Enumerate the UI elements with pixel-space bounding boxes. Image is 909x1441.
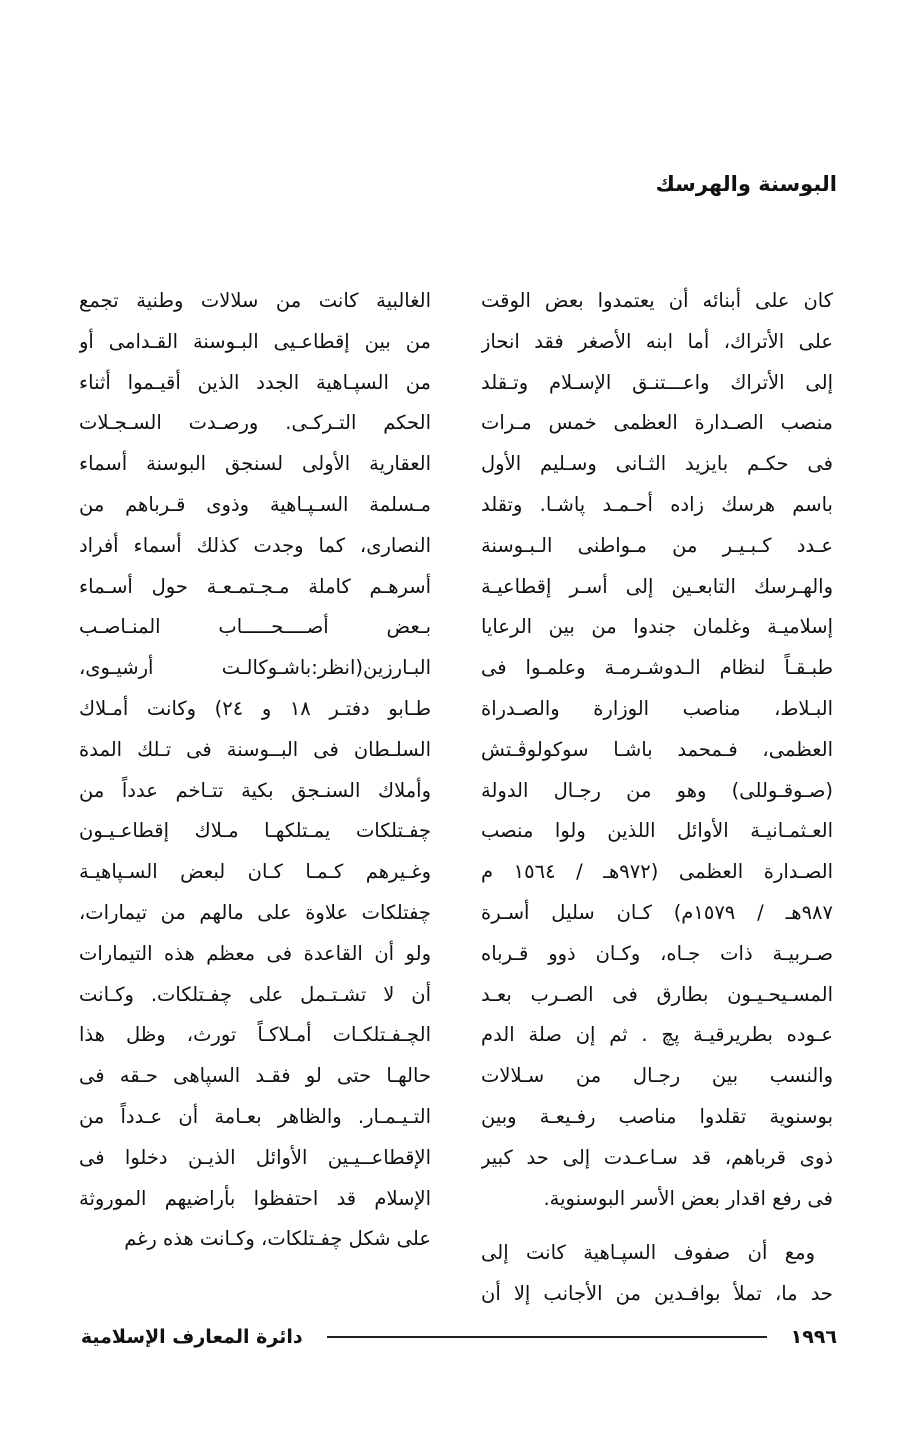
text-line: الصـدارة العظمى (٩٧٢هـ / ١٥٦٤ م — [481, 860, 833, 884]
text-line: على شكل چفـتلكات، وكـانت هذه رغم — [124, 1227, 431, 1251]
left-text-column — [79, 281, 431, 1260]
paragraph-2 — [481, 1233, 833, 1315]
text-line: عـدد كـبـيـر من مـواطنى الـبـوسنة — [481, 533, 833, 557]
text-line: (صـوقـوللى) وهو من رجـال الدولة — [481, 778, 833, 802]
text-line: فى حكـم بايزيد الثـانى وسـليم الأول — [481, 452, 833, 476]
text-line: من بين إقطاعـيى البـوسنة القـدامى أو — [79, 329, 431, 353]
text-line: أن لا تشـتـمل على چفـتلكات. وكـانت — [79, 982, 431, 1006]
paragraph-1 — [481, 281, 833, 1219]
text-line: ولو أن القاعدة فى معظم هذه التيمارات — [79, 941, 431, 965]
text-line: أسرهـم كاملة مـجـتمـعـة حول أسـماء — [79, 574, 431, 598]
text-line: باسم هرسك زاده أحـمـد پاشـا. وتقلد — [481, 492, 833, 516]
text-line: صـربيـة ذات جـاه، وكـان ذوو قـرباه — [481, 941, 833, 965]
text-line: ٩٨٧هـ / ١٥٧٩م) كـان سليل أسـرة — [481, 900, 833, 924]
paragraph-gap — [481, 1219, 833, 1233]
text-line: منصب الصـدارة العظمى خمس مـرات — [481, 411, 833, 435]
text-line: حد ما، تملأ بوافـدين من الأجانب إلا أن — [481, 1282, 833, 1306]
text-line: البـلاط، مناصب الوزارة والصـدراة — [481, 696, 833, 720]
text-line: وغـيرهم كـمـا كـان لبعض السـپاهيـة — [79, 860, 431, 884]
text-line: الحكم التـركـى. ورصـدت السـجـلات — [79, 411, 431, 435]
text-line: بـعض أصــــحـــــاب المنـاصـب — [79, 615, 431, 639]
text-line: الإقطاعــيـين الأوائل الذيـن دخلوا فى — [79, 1145, 431, 1169]
text-line: ومع أن صفوف السپـاهية كانت إلى — [481, 1241, 815, 1265]
right-text-column — [481, 281, 833, 1315]
text-line: حالهـا حتى لو فقـد السپاهى حـقه فى — [79, 1064, 431, 1088]
text-line: النصارى، كما وجدت كذلك أسماء أفراد — [79, 533, 431, 557]
text-line: العـثمـانيـة الأوائل اللذين ولوا منصب — [481, 819, 833, 843]
text-line: إسلاميـة وغلمان جندوا من بين الرعايا — [481, 615, 833, 639]
text-line: مـسلمة السـپـاهية وذوى قـرباهم من — [79, 492, 431, 516]
running-header-title: البوسنة والهرسك — [655, 172, 837, 196]
text-line: چفتلكات علاوة على مالهم من تيمارات، — [79, 900, 431, 924]
text-line: العظمى، فـمحمد باشـا سوكولوڤـتش — [481, 737, 833, 761]
text-line: إلى الأتراك واعـــتنـق الإسـلام وتـقلد — [481, 370, 833, 394]
text-line: التـيـمـار. والظاهر بعـامة أن عـدداً من — [79, 1104, 431, 1128]
text-line: چفـتلكات يمـتلكهـا مـلاك إقطاعـيـون — [79, 819, 431, 843]
text-line: والنسب بين رجـال من سـلالات — [481, 1064, 833, 1088]
text-line: الإسلام قد احتفظوا بأراضيهم الموروثة — [79, 1186, 431, 1210]
text-line: طبـقـاً لنظام الـدوشـرمـة وعلمـوا فى — [481, 656, 833, 680]
text-line: من السپـاهية الجدد الذين أقيـموا أثناء — [79, 370, 431, 394]
text-line: طـابو دفتـر ١٨ و ٢٤) وكانت أمـلاك — [79, 696, 431, 720]
text-line: عـوده بطريرقيـة پچ . ثم إن صلة الدم — [481, 1023, 833, 1047]
text-line: الغالبية كانت من سلالات وطنية تجمع — [79, 289, 431, 312]
text-line: الچـفـتلكـات أمـلاكـاً تورث، وظل هذا — [79, 1023, 431, 1047]
text-line: كان على أبنائه أن يعتمدوا بعض الوقت — [481, 289, 833, 312]
text-line: على الأتراك، أما ابنه الأصغر فقد انحاز — [481, 329, 833, 353]
text-line: والهـرسك التابعـين إلى أسـر إقطاعيـة — [481, 574, 833, 598]
text-line: المسـيحـيـون بطارق فى الصـرب بعـد — [481, 982, 833, 1006]
text-line: السلـطان فى البــوسنة فى تـلك المدة — [79, 737, 431, 761]
text-line: وأملاك السنـجق بكية تتـاخم عدداً من — [79, 778, 431, 802]
text-line: بوسنوية تقلدوا مناصب رفـيعـة وبين — [481, 1104, 833, 1128]
text-line: البـارزين(انظر:باشـوكالـت أرشيـوى، — [79, 656, 431, 680]
page-number: ١٩٩٦ — [790, 1326, 837, 1348]
text-line: فى رفع اقدار بعض الأسر البوسنوية. — [543, 1186, 833, 1210]
page-footer — [70, 1322, 837, 1352]
footer-divider — [327, 1336, 767, 1338]
text-line: ذوى قرباهم، قد سـاعـدت إلى حد كبير — [481, 1145, 833, 1169]
publication-title: دائرة المعارف الإسلامية — [80, 1326, 303, 1348]
text-line: العقارية الأولى لسنجق البوسنة أسماء — [79, 452, 431, 476]
